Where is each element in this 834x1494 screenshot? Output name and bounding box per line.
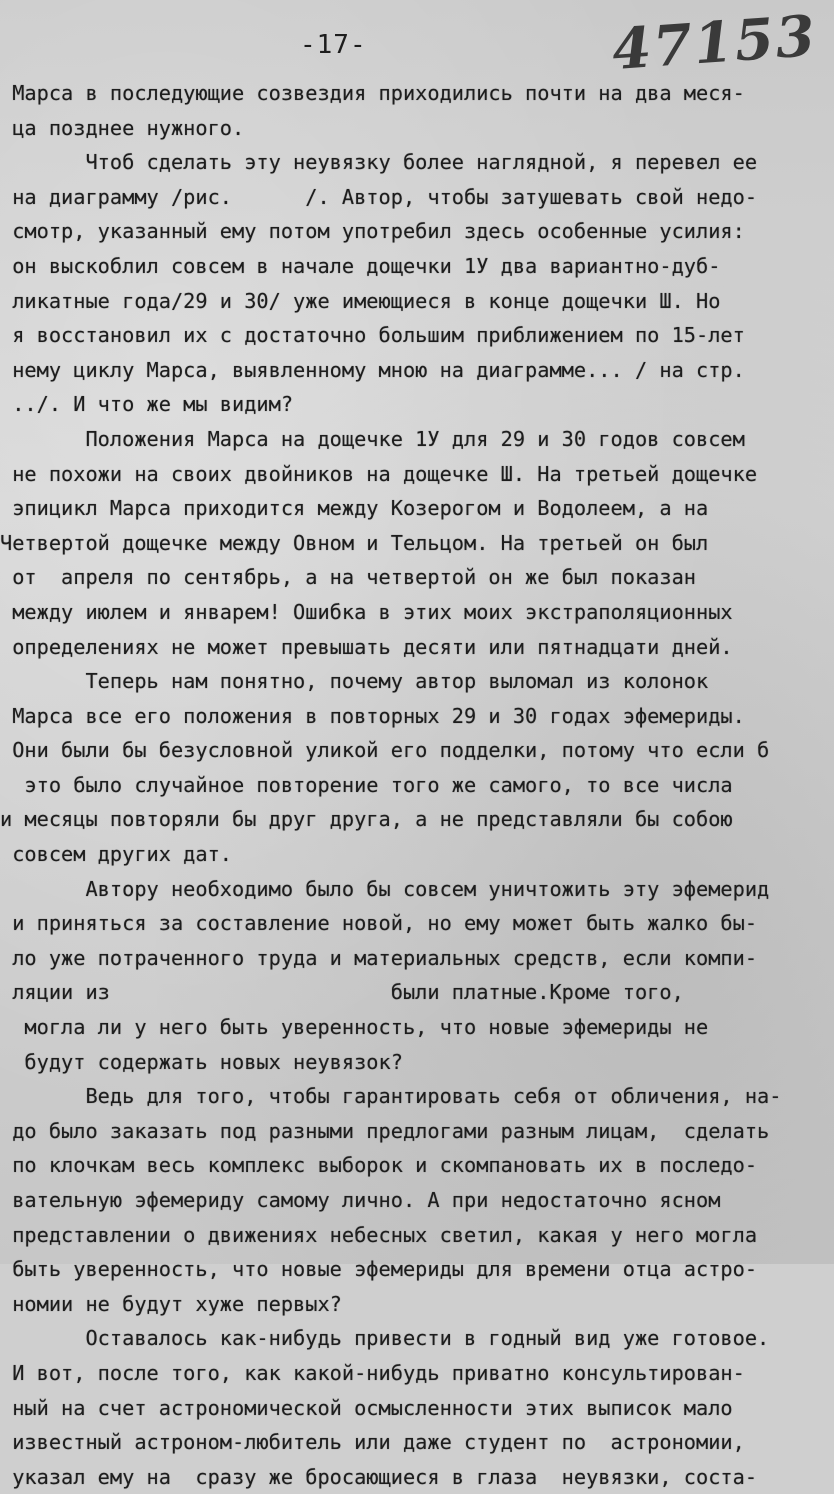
- text-line: смотр, указанный ему потом употребил здесь особенные усилия:: [0, 219, 745, 244]
- text-line: между июлем и январем! Ошибка в этих моих экстраполяционных: [0, 599, 733, 624]
- text-line: ло уже потраченного труда и материальных средств, если компи-: [0, 945, 758, 970]
- text-line: не похожи на своих двойников на дощечке Ш. На третьей дощечке: [0, 461, 758, 486]
- text-line: Теперь нам понятно, почему автор выломал из колонок: [0, 669, 709, 694]
- text-line: ../. И что же мы видим?: [0, 392, 294, 417]
- text-line: до было заказать под разными предлогами разным лицам, сделать: [0, 1118, 770, 1143]
- text-line: и месяцы повторяли бы друг друга, а не представляли бы собою: [0, 807, 733, 832]
- handwritten-archive-number: 47153: [609, 2, 819, 84]
- text-line: от апреля по сентябрь, а на четвертой он же был показан: [0, 565, 696, 590]
- text-line: и приняться за составление новой, но ему может быть жалко бы-: [0, 911, 758, 936]
- text-line: быть уверенность, что новые эфемериды для времени отца астро-: [0, 1257, 758, 1282]
- text-line: Марса все его положения в повторных 29 и 30 годах эфемериды.: [0, 703, 745, 728]
- text-line: номии не будут хуже первых?: [0, 1291, 342, 1316]
- text-line: Автору необходимо было бы совсем уничтожить эту эфемерид: [0, 876, 770, 901]
- text-line: по клочкам весь комплекс выборок и скомпановать их в последо-: [0, 1153, 758, 1178]
- text-line: указал ему на сразу же бросающиеся в глаза неувязки, соста-: [0, 1464, 758, 1489]
- text-line: я восстановил их с достаточно большим приближением по 15-лет: [0, 323, 745, 348]
- text-line: Положения Марса на дощечке 1У для 29 и 30 годов совсем: [0, 426, 745, 451]
- text-line: Марса в последующие созвездия приходились почти на два меся-: [0, 81, 745, 105]
- text-line: определениях не может превышать десяти или пятнадцати дней.: [0, 634, 733, 659]
- text-line: на диаграмму /рис. /. Автор, чтобы затушевать свой недо-: [0, 184, 758, 209]
- text-line: это было случайное повторение того же самого, то все числа: [0, 772, 733, 797]
- text-line: будут содержать новых неувязок?: [0, 1049, 403, 1074]
- text-line: вательную эфемериду самому лично. А при недостаточно ясном: [0, 1188, 721, 1212]
- text-line: И вот, после того, как какой-нибудь приватно консультирован-: [0, 1360, 745, 1385]
- text-line: нему циклу Марса, выявленному мною на диаграмме... / на стр.: [0, 357, 745, 382]
- text-line: он выскоблил совсем в начале дощечки 1У два вариантно-дуб-: [0, 253, 721, 278]
- text-line: могла ли у него быть уверенность, что новые эфемериды не: [0, 1015, 709, 1040]
- text-line: Ведь для того, чтобы гарантировать себя от обличения, на-: [0, 1084, 782, 1109]
- text-line: Они были бы безусловной уликой его подделки, потому что если б: [0, 738, 770, 763]
- text-body: [0, 76, 834, 1494]
- text-line: Чтоб сделать эту неувязку более наглядной, я перевел ее: [0, 150, 758, 175]
- text-line: ца позднее нужного.: [0, 115, 245, 140]
- text-line: ный на счет астрономической осмысленности этих выписок мало: [0, 1395, 733, 1420]
- text-line: ляции из были платные.Кроме того,: [0, 980, 684, 1005]
- text-line: известный астроном-любитель или даже студент по астрономии,: [0, 1430, 745, 1455]
- text-line: совсем других дат.: [0, 842, 232, 867]
- text-line: эпицикл Марса приходится между Козерогом и Водолеем, а на: [0, 496, 709, 521]
- text-line: представлении о движениях небесных светил, какая у него могла: [0, 1222, 758, 1247]
- text-line: Оставалось как-нибудь привести в годный вид уже готовое.: [0, 1326, 770, 1351]
- text-line: ликатные года/29 и 30/ уже имеющиеся в конце дощечки Ш. Но: [0, 288, 721, 313]
- text-line: Четвертой дощечке между Овном и Тельцом. На третьей он был: [0, 530, 709, 555]
- page-number: -17-: [300, 30, 367, 60]
